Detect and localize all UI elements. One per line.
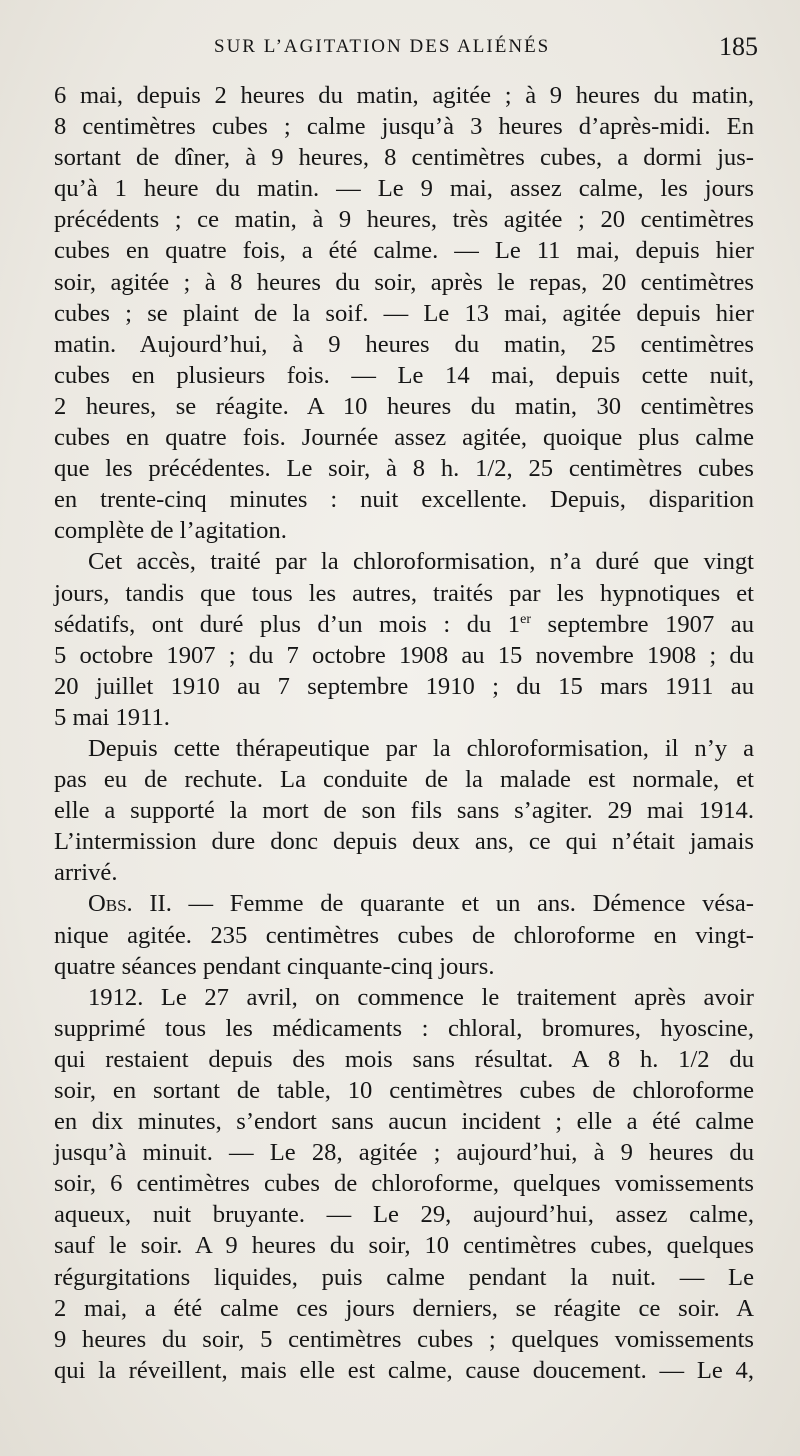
text-line: 5 mai 1911. [54, 703, 170, 731]
page-header [54, 28, 770, 72]
text-line: en trente-cinq minutes : nuit excellente. Depuis, disparition [54, 486, 754, 514]
text-line: arrivé. [54, 859, 118, 887]
text-line [54, 609, 754, 640]
text-line: pas eu de rechute. La conduite de la malade est normale, et [54, 766, 754, 794]
text-line: en dix minutes, s’endort sans aucun incident ; elle a été calme [54, 1108, 754, 1136]
text-line: cubes en quatre fois. Journée assez agitée, quoique plus calme [54, 424, 754, 452]
text-line: Cet accès, traité par la chloroformisation, n’a duré que vingt [88, 548, 754, 576]
text-line: soir, 6 centimètres cubes de chloroforme, quelques vomissements [54, 1170, 754, 1198]
running-title: SUR L’AGITATION DES ALIÉNÉS [214, 36, 551, 57]
text-line: quatre séances pendant cinquante-cinq jours. [54, 952, 495, 980]
text-fragment: — Femme de quarante et un ans. Démence vésa- [171, 890, 754, 918]
superscript: er [520, 611, 531, 627]
text-line: jours, tandis que tous les autres, traités par les hypnotiques et [54, 579, 754, 607]
text-line: sauf le soir. A 9 heures du soir, 10 centimètres cubes, quelques [54, 1232, 754, 1260]
text-line: 1912. Le 27 avril, on commence le traitement après avoir [88, 983, 754, 1011]
page-number: 185 [719, 32, 758, 61]
text-line: 2 heures, se réagite. A 10 heures du matin, 30 centimètres [54, 392, 754, 420]
text-line: matin. Aujourd’hui, à 9 heures du matin, 25 centimètres [54, 330, 754, 358]
text-line: 8 centimètres cubes ; calme jusqu’à 3 heures d’après-midi. En [54, 113, 754, 141]
text-line: 2 mai, a été calme ces jours derniers, se réagite ce soir. A [54, 1294, 754, 1322]
text-line: qu’à 1 heure du matin. — Le 9 mai, assez calme, les jours [54, 175, 754, 203]
text-line: 6 mai, depuis 2 heures du matin, agitée ; à 9 heures du matin, [54, 82, 754, 109]
text-line: aqueux, nuit bruyante. — Le 29, aujourd’hui, assez calme, [54, 1201, 754, 1229]
text-line: soir, agitée ; à 8 heures du soir, après le repas, 20 centimètres [54, 268, 754, 296]
text-line: régurgitations liquides, puis calme pendant la nuit. — Le [54, 1263, 754, 1291]
text-line: soir, en sortant de table, 10 centimètres cubes de chloroforme [54, 1077, 754, 1104]
text-fragment: septembre 1907 au [531, 610, 754, 638]
body-text [54, 80, 754, 1386]
text-line: qui restaient depuis des mois sans résultat. A 8 h. 1/2 du [54, 1045, 754, 1073]
text-line: jusqu’à minuit. — Le 28, agitée ; aujourd’hui, à 9 heures du [54, 1139, 754, 1167]
text-line [54, 888, 754, 919]
text-line: cubes ; se plaint de la soif. — Le 13 mai, agitée depuis hier [54, 299, 754, 327]
text-line: cubes en quatre fois, a été calme. — Le 11 mai, depuis hier [54, 237, 754, 265]
text-line: Depuis cette thérapeutique par la chloroformisation, il n’y a [88, 734, 754, 762]
text-line: 20 juillet 1910 au 7 septembre 1910 ; du 15 mars 1911 au [54, 672, 754, 700]
text-line: complète de l’agitation. [54, 517, 287, 545]
observation-label: Obs. II. [88, 890, 172, 918]
text-fragment: sédatifs, ont duré plus d’un mois : du 1 [54, 610, 521, 638]
text-line: sortant de dîner, à 9 heures, 8 centimètres cubes, a dormi jus- [54, 144, 754, 172]
text-line: 9 heures du soir, 5 centimètres cubes ; quelques vomissements [54, 1325, 754, 1353]
text-line: elle a supporté la mort de son fils sans s’agiter. 29 mai 1914. [54, 797, 754, 825]
text-line: 5 octobre 1907 ; du 7 octobre 1908 au 15 novembre 1908 ; du [54, 641, 754, 669]
text-line: précédents ; ce matin, à 9 heures, très agitée ; 20 centimètres [54, 206, 754, 234]
text-line: cubes en plusieurs fois. — Le 14 mai, depuis cette nuit, [54, 361, 754, 389]
text-line: supprimé tous les médicaments : chloral, bromures, hyoscine, [54, 1014, 754, 1042]
text-line: qui la réveillent, mais elle est calme, cause doucement. — Le 4, [54, 1356, 754, 1384]
text-line: nique agitée. 235 centimètres cubes de chloroforme en vingt- [54, 921, 754, 949]
text-line: que les précédentes. Le soir, à 8 h. 1/2, 25 centimètres cubes [54, 455, 754, 483]
text-line: L’intermission dure donc depuis deux ans, ce qui n’était jamais [54, 828, 754, 856]
